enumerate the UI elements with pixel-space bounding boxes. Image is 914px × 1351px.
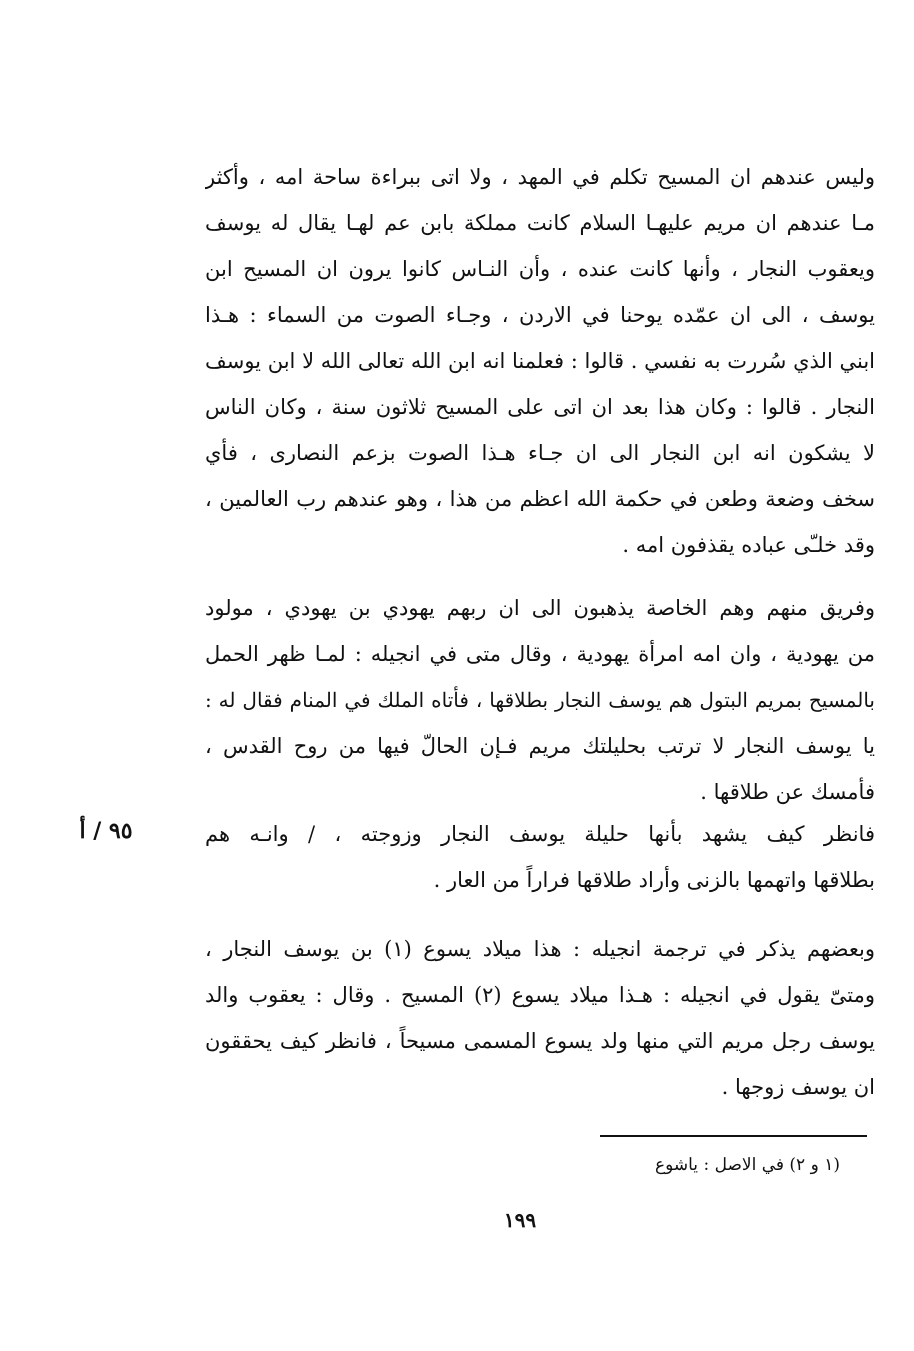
text-line: يوسف ، الى ان عمّده يوحنا في الاردن ، وجـاء الصوت من السماء : هـذا bbox=[205, 303, 875, 327]
text-line: النجار . قالوا : وكان هذا بعد ان اتى على المسيح ثلاثون سنة ، وكان الناس bbox=[205, 395, 875, 419]
text-line: فانظر كيف يشهد بأنها حليلة يوسف النجار وزوجته ، / وانـه هم bbox=[205, 822, 875, 846]
page-number: ١٩٩ bbox=[503, 1208, 537, 1232]
text-line: ان يوسف زوجها . bbox=[721, 1075, 875, 1099]
paragraph-2 bbox=[205, 585, 875, 815]
text-line: ومتىّ يقول في انجيله : هـذا ميلاد يسوع (٢) المسيح . وقال : يعقوب والد bbox=[205, 983, 875, 1007]
paragraph-1 bbox=[205, 154, 875, 568]
text-line: لا يشكون انه ابن النجار الى ان جـاء هـذا الصوت بزعم النصارى ، فأي bbox=[205, 441, 875, 465]
text-line: ابني الذي سُررت به نفسي . قالوا : فعلمنا انه ابن الله تعالى الله لا ابن يوسف bbox=[205, 349, 875, 373]
text-line: بطلاقها واتهمها بالزنى وأراد طلاقها فراراً من العار . bbox=[433, 868, 875, 892]
text-line: سخف وضعة وطعن في حكمة الله اعظم من هذا ، وهو عندهم رب العالمين ، bbox=[205, 487, 875, 511]
text-line: يا يوسف النجار لا ترتب بحليلتك مريم فـإن الحالّ فيها من روح القدس ، bbox=[205, 734, 875, 758]
text-line: وفريق منهم وهم الخاصة يذهبون الى ان ربهم يهودي بن يهودي ، مولود bbox=[205, 596, 875, 620]
text-line: وبعضهم يذكر في ترجمة انجيله : هذا ميلاد يسوع (١) بن يوسف النجار ، bbox=[205, 937, 875, 961]
text-line: فأمسك عن طلاقها . bbox=[700, 780, 875, 804]
paragraph-3 bbox=[205, 811, 875, 903]
text-line: من يهودية ، وان امه امرأة يهودية ، وقال متى في انجيله : لمـا ظهر الحمل bbox=[205, 642, 875, 666]
footnote-divider bbox=[600, 1135, 867, 1137]
footnote: (١ و ٢) في الاصل : ياشوع bbox=[654, 1155, 840, 1175]
text-line: مـا عندهم ان مريم عليهـا السلام كانت مملكة بابن عم لهـا يقال له يوسف bbox=[205, 211, 875, 235]
text-line: ويعقوب النجار ، وأنها كانت عنده ، وأن النـاس كانوا يرون ان المسيح ابن bbox=[205, 257, 875, 281]
text-line: وليس عندهم ان المسيح تكلم في المهد ، ولا اتى ببراءة ساحة امه ، وأكثر bbox=[205, 165, 875, 189]
text-line: يوسف رجل مريم التي منها ولد يسوع المسمى مسيحاً ، فانظر كيف يحققون bbox=[205, 1029, 875, 1053]
paragraph-4 bbox=[205, 926, 875, 1110]
text-line: وقد خلـّى عباده يقذفون امه . bbox=[622, 533, 875, 557]
text-line: بالمسيح بمريم البتول هم يوسف النجار بطلاقها ، فأتاه الملك في المنام فقال له : bbox=[205, 688, 875, 712]
folio-margin-note: ٩٥ / أ bbox=[79, 818, 133, 844]
